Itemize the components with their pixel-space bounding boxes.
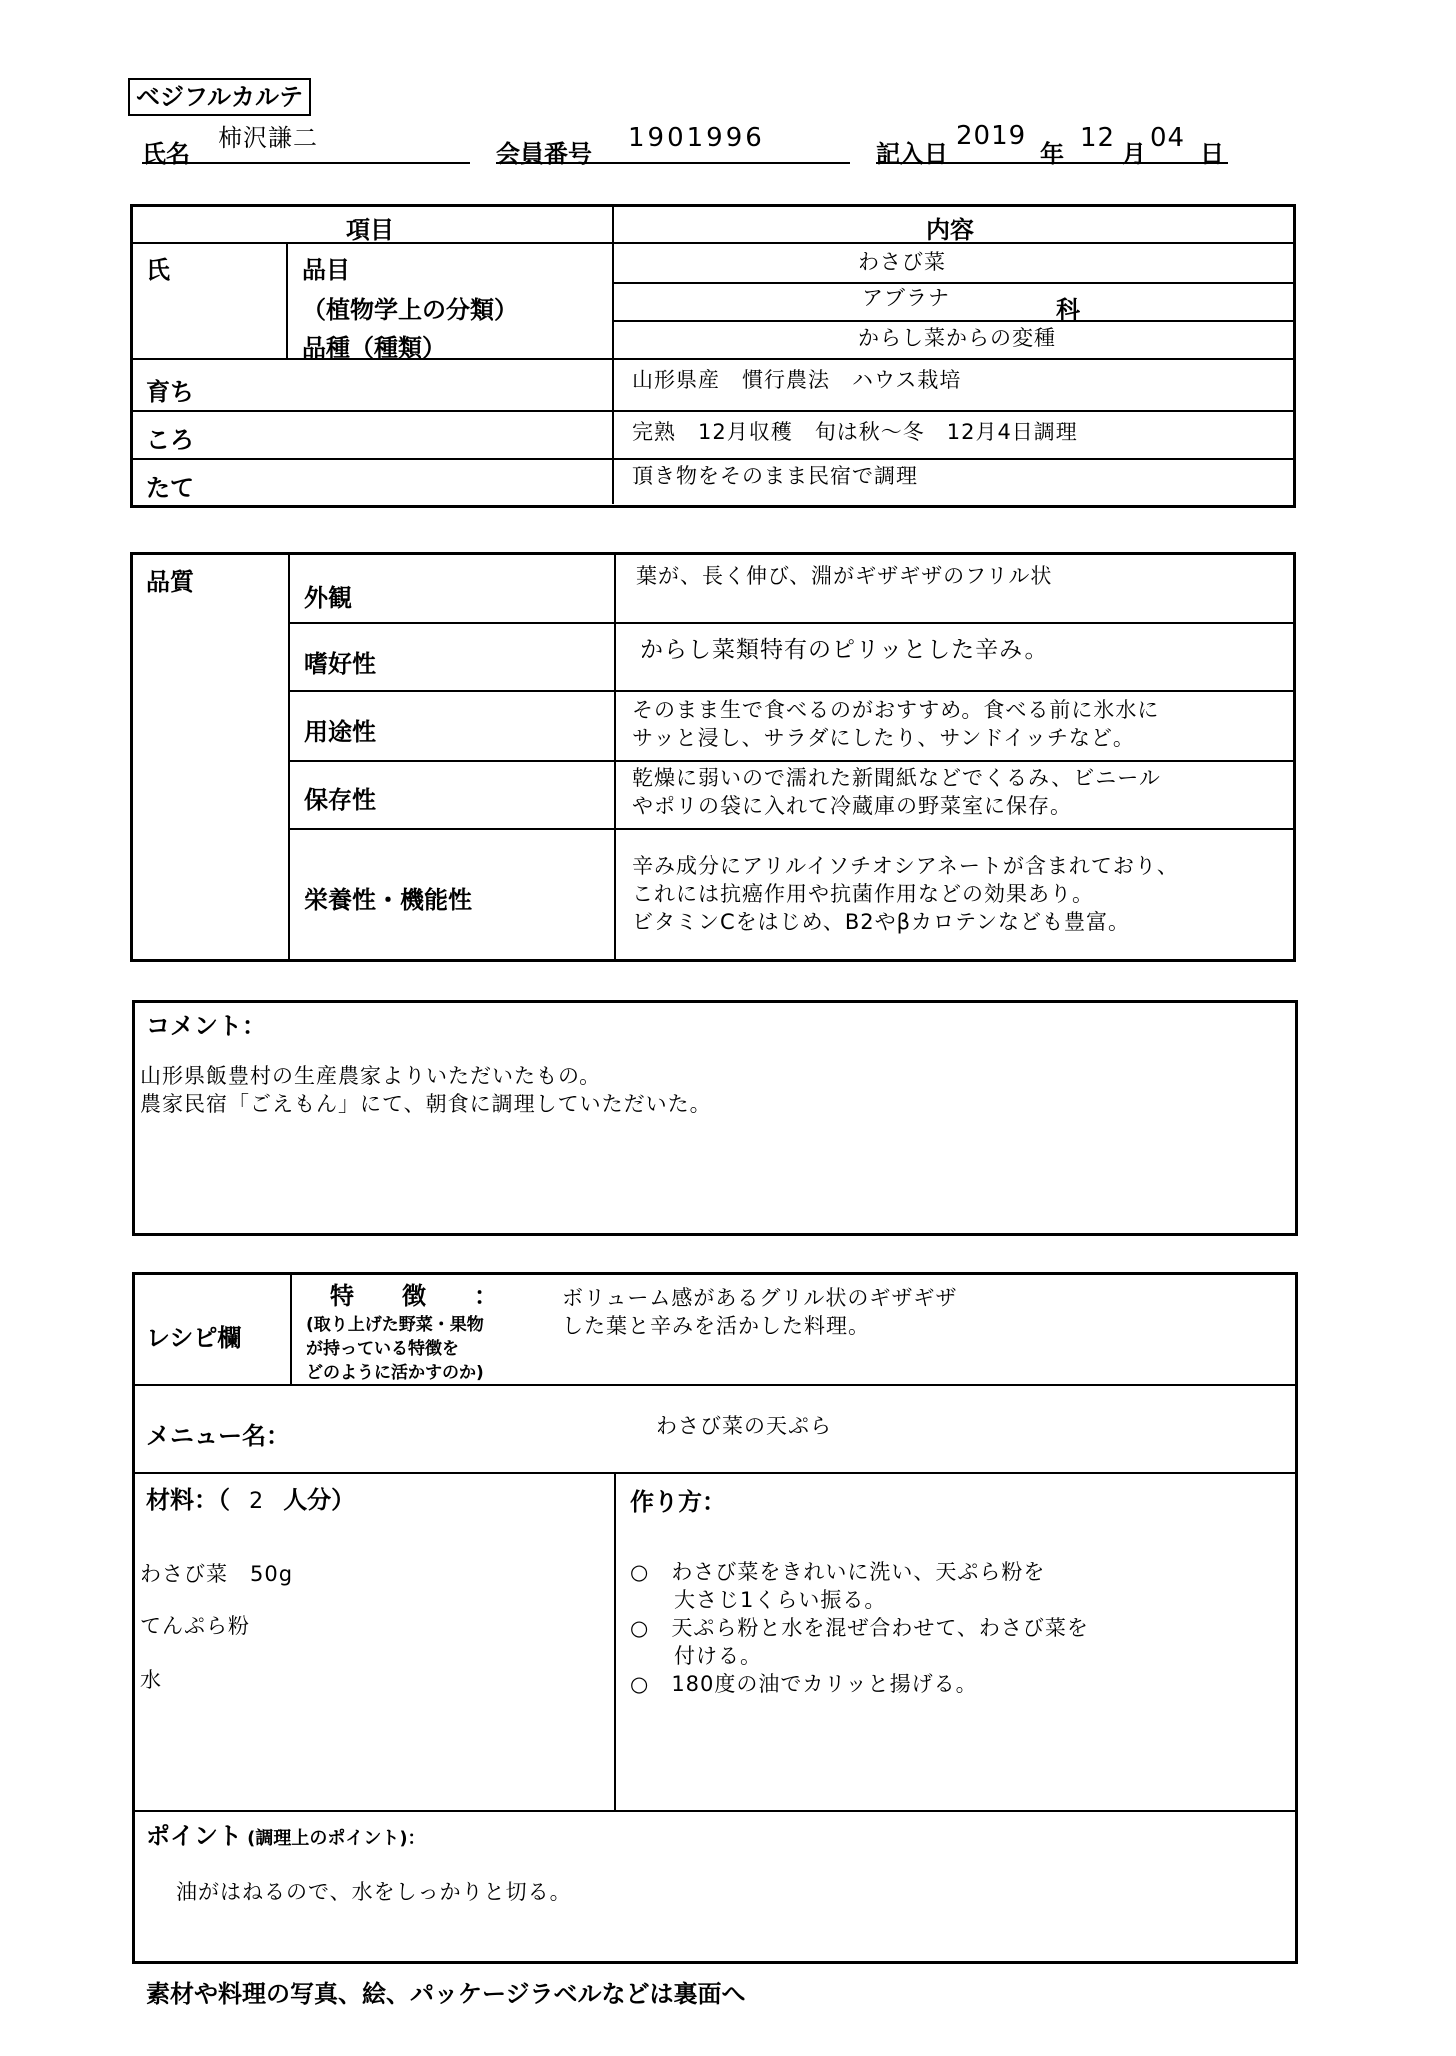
sodachi-value: 山形県産 慣行農法 ハウス栽培 bbox=[632, 368, 962, 392]
method-step: ○ わさび菜をきれいに洗い、天ぷら粉を bbox=[630, 1560, 1046, 1584]
sheet-title: ベジフルカルテ bbox=[136, 83, 304, 111]
method-step: ○ 180度の油でカリッと揚げる。 bbox=[630, 1672, 978, 1696]
sodachi-label: 育ち bbox=[146, 378, 194, 406]
footer-note: 素材や料理の写真、絵、パッケージラベルなどは裏面へ bbox=[146, 1980, 746, 2008]
quality-label: 品質 bbox=[146, 568, 194, 596]
comment-label: コメント： bbox=[146, 1012, 266, 1040]
name-underline bbox=[142, 162, 470, 164]
ingredient-item: 水 bbox=[140, 1668, 162, 1692]
bunrui-suffix: 科 bbox=[1056, 296, 1080, 324]
quality-row-value: 辛み成分にアリルイソチオシアネートが含まれており、 bbox=[632, 854, 1179, 878]
date-day-suffix: 日 bbox=[1200, 140, 1224, 168]
quality-row-label: 保存性 bbox=[304, 786, 376, 814]
quality-row-label: 栄養性・機能性 bbox=[304, 886, 472, 914]
date-month: 12 bbox=[1080, 123, 1116, 153]
quality-row-label: 嗜好性 bbox=[304, 650, 376, 678]
feature-value: した葉と辛みを活かした料理。 bbox=[562, 1314, 870, 1338]
hinshu-label: 品種（種類） bbox=[302, 334, 446, 362]
col-item-header: 項目 bbox=[346, 216, 394, 244]
tate-value: 頂き物をそのまま民宿で調理 bbox=[632, 464, 918, 488]
point-value: 油がはねるので、水をしっかりと切る。 bbox=[176, 1880, 572, 1904]
comment-line: 山形県飯豊村の生産農家よりいただいたもの。 bbox=[140, 1064, 602, 1088]
quality-row-label: 外観 bbox=[304, 584, 352, 612]
point-sub: (調理上のポイント)： bbox=[247, 1828, 426, 1849]
quality-row-label: 用途性 bbox=[304, 718, 376, 746]
ujo-label: 氏 bbox=[146, 256, 170, 284]
point-label: ポイント bbox=[146, 1822, 242, 1850]
hinshu-value: からし菜からの変種 bbox=[858, 326, 1056, 350]
method-step: 大さじ1くらい振る。 bbox=[630, 1588, 887, 1612]
date-label: 記入日 bbox=[876, 140, 948, 168]
bunrui-label: （植物学上の分類） bbox=[302, 296, 518, 324]
feature-sub: (取り上げた野菜・果物 bbox=[306, 1315, 484, 1335]
koro-value: 完熟 12月収穫 旬は秋～冬 12月4日調理 bbox=[632, 420, 1078, 444]
date-year-suffix: 年 bbox=[1040, 140, 1064, 168]
feature-sub: どのように活かすのか) bbox=[306, 1363, 484, 1383]
name-value: 柿沢謙二 bbox=[218, 124, 318, 152]
date-underline bbox=[876, 162, 1228, 164]
quality-row-value: そのまま生で食べるのがおすすめ。食べる前に氷水に bbox=[632, 698, 1160, 722]
feature-value: ボリューム感があるグリル状のギザギザ bbox=[562, 1286, 958, 1310]
comment-line: 農家民宿「ごえもん」にて、朝食に調理していただいた。 bbox=[140, 1092, 712, 1116]
ingredient-item: わさび菜 50g bbox=[140, 1562, 294, 1586]
recipe-label: レシピ欄 bbox=[146, 1324, 242, 1352]
method-step: ○ 天ぷら粉と水を混ぜ合わせて、わさび菜を bbox=[630, 1616, 1089, 1640]
member-label: 会員番号 bbox=[496, 140, 592, 168]
ingredient-item: てんぷら粉 bbox=[140, 1614, 250, 1638]
col-content-header: 内容 bbox=[926, 216, 974, 244]
date-month-suffix: 月 bbox=[1122, 140, 1146, 168]
point-header bbox=[146, 1816, 426, 1851]
tate-label: たて bbox=[146, 474, 194, 502]
feature-sub: が持っている特徴を bbox=[306, 1339, 459, 1359]
date-day: 04 bbox=[1150, 123, 1186, 153]
method-step: 付ける。 bbox=[630, 1644, 762, 1668]
method-label: 作り方： bbox=[630, 1488, 726, 1516]
quality-row-value: ビタミンCをはじめ、B2やβカロテンなども豊富。 bbox=[632, 910, 1130, 934]
ingredients-label: 材料：（ bbox=[146, 1486, 230, 1514]
bunrui-value: アブラナ bbox=[862, 286, 950, 310]
menu-label: メニュー名： bbox=[146, 1422, 290, 1450]
quality-row-value: 乾燥に弱いので濡れた新聞紙などでくるみ、ビニール bbox=[632, 766, 1161, 790]
date-year: 2019 bbox=[956, 121, 1027, 151]
member-underline bbox=[496, 162, 850, 164]
sheet-title-box bbox=[128, 78, 311, 116]
servings-value: 2 bbox=[249, 1489, 265, 1514]
ingredients-label-suffix: 人分） bbox=[283, 1486, 356, 1514]
quality-row-value: やポリの袋に入れて冷蔵庫の野菜室に保存。 bbox=[632, 794, 1072, 818]
menu-value: わさび菜の天ぷら bbox=[656, 1414, 832, 1438]
quality-row-value: からし菜類特有のピリッとした辛み。 bbox=[640, 637, 1049, 663]
comment-box bbox=[132, 1000, 1298, 1236]
ingredients-header bbox=[146, 1480, 355, 1516]
hinmoku-value: わさび菜 bbox=[858, 250, 946, 274]
feature-title: 特 徴 ： bbox=[330, 1282, 498, 1310]
quality-row-value: 葉が、長く伸び、淵がギザギザのフリル状 bbox=[636, 564, 1053, 588]
quality-row-value: サッと浸し、サラダにしたり、サンドイッチなど。 bbox=[632, 726, 1135, 750]
member-value: 1901996 bbox=[628, 123, 765, 153]
quality-row-value: これには抗癌作用や抗菌作用などの効果あり。 bbox=[632, 882, 1094, 906]
koro-label: ころ bbox=[146, 426, 194, 454]
name-label: 氏名 bbox=[142, 140, 190, 168]
hinmoku-label: 品目 bbox=[302, 256, 350, 284]
